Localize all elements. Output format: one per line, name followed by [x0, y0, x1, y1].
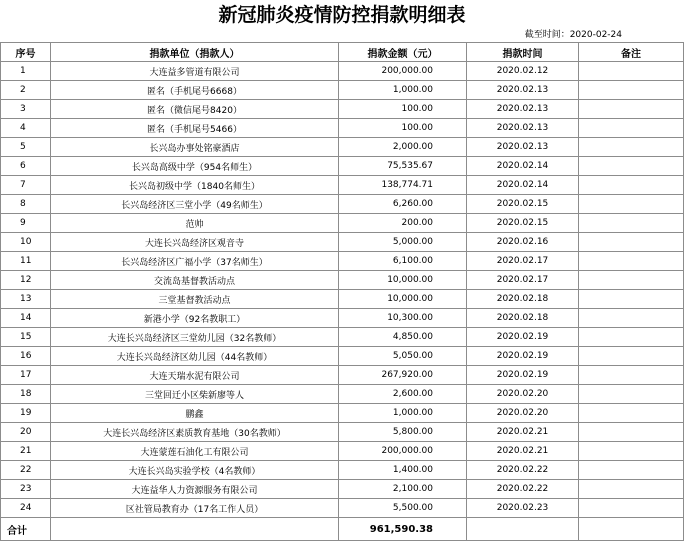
row-unit: 区社管局教育办（17名工作人员） — [51, 499, 339, 518]
row-unit: 匿名（手机尾号5466） — [51, 119, 339, 138]
table-row — [1, 233, 684, 252]
table-row — [1, 119, 684, 138]
row-unit: 交流岛基督教活动点 — [51, 271, 339, 290]
table-row — [1, 423, 684, 442]
row-note — [579, 347, 684, 366]
row-date: 2020.02.18 — [467, 290, 579, 309]
row-unit: 长兴岛初级中学（1840名师生） — [51, 176, 339, 195]
total-row — [1, 518, 684, 541]
header-amount: 捐款金额（元） — [339, 43, 467, 62]
total-label: 合计 — [1, 518, 51, 541]
row-amount: 5,500.00 — [339, 499, 467, 518]
row-date: 2020.02.18 — [467, 309, 579, 328]
row-amount: 10,000.00 — [339, 290, 467, 309]
row-no: 11 — [1, 252, 51, 271]
table-row — [1, 366, 684, 385]
row-amount: 2,000.00 — [339, 138, 467, 157]
row-no: 2 — [1, 81, 51, 100]
row-note — [579, 233, 684, 252]
row-note — [579, 138, 684, 157]
row-no: 9 — [1, 214, 51, 233]
row-note — [579, 442, 684, 461]
row-unit: 新港小学（92名教职工） — [51, 309, 339, 328]
table-row — [1, 157, 684, 176]
row-no: 5 — [1, 138, 51, 157]
total-note-cell — [579, 518, 684, 541]
total-amount: 961,590.38 — [339, 518, 467, 541]
row-unit: 长兴岛经济区三堂小学（49名师生） — [51, 195, 339, 214]
row-amount: 1,000.00 — [339, 81, 467, 100]
row-note — [579, 100, 684, 119]
row-amount: 200,000.00 — [339, 62, 467, 81]
row-amount: 10,300.00 — [339, 309, 467, 328]
table-row — [1, 290, 684, 309]
table-row — [1, 499, 684, 518]
row-date: 2020.02.21 — [467, 442, 579, 461]
row-no: 4 — [1, 119, 51, 138]
row-amount: 75,535.67 — [339, 157, 467, 176]
table-row — [1, 62, 684, 81]
row-date: 2020.02.20 — [467, 404, 579, 423]
row-unit: 大连长兴岛经济区观音寺 — [51, 233, 339, 252]
row-no: 14 — [1, 309, 51, 328]
row-date: 2020.02.22 — [467, 480, 579, 499]
row-no: 10 — [1, 233, 51, 252]
row-amount: 100.00 — [339, 100, 467, 119]
row-date: 2020.02.17 — [467, 271, 579, 290]
row-unit: 匿名（手机尾号6668） — [51, 81, 339, 100]
donation-table — [0, 42, 684, 541]
row-amount: 5,050.00 — [339, 347, 467, 366]
row-note — [579, 214, 684, 233]
row-amount: 5,800.00 — [339, 423, 467, 442]
header-no: 序号 — [1, 43, 51, 62]
row-note — [579, 290, 684, 309]
row-no: 15 — [1, 328, 51, 347]
table-row — [1, 271, 684, 290]
row-amount: 138,774.71 — [339, 176, 467, 195]
row-no: 13 — [1, 290, 51, 309]
row-note — [579, 423, 684, 442]
table-row — [1, 81, 684, 100]
row-note — [579, 480, 684, 499]
row-date: 2020.02.14 — [467, 176, 579, 195]
row-amount: 5,000.00 — [339, 233, 467, 252]
table-header-row — [1, 43, 684, 62]
row-note — [579, 461, 684, 480]
table-row — [1, 442, 684, 461]
row-unit: 范帅 — [51, 214, 339, 233]
row-amount: 1,400.00 — [339, 461, 467, 480]
row-amount: 100.00 — [339, 119, 467, 138]
row-date: 2020.02.13 — [467, 138, 579, 157]
row-date: 2020.02.21 — [467, 423, 579, 442]
row-amount: 10,000.00 — [339, 271, 467, 290]
table-row — [1, 252, 684, 271]
row-amount: 4,850.00 — [339, 328, 467, 347]
row-unit: 长兴岛高级中学（954名师生） — [51, 157, 339, 176]
row-date: 2020.02.19 — [467, 328, 579, 347]
table-body — [1, 62, 684, 518]
row-no: 22 — [1, 461, 51, 480]
row-date: 2020.02.13 — [467, 100, 579, 119]
table-row — [1, 138, 684, 157]
row-amount: 267,920.00 — [339, 366, 467, 385]
row-no: 3 — [1, 100, 51, 119]
row-date: 2020.02.12 — [467, 62, 579, 81]
table-row — [1, 328, 684, 347]
row-no: 23 — [1, 480, 51, 499]
row-note — [579, 62, 684, 81]
table-row — [1, 461, 684, 480]
row-unit: 大连长兴岛经济区三堂幼儿园（32名教师） — [51, 328, 339, 347]
header-date: 捐款时间 — [467, 43, 579, 62]
row-unit: 大连天瑞水泥有限公司 — [51, 366, 339, 385]
row-no: 24 — [1, 499, 51, 518]
row-unit: 三堂基督教活动点 — [51, 290, 339, 309]
row-amount: 1,000.00 — [339, 404, 467, 423]
row-note — [579, 385, 684, 404]
as-of-date: 截至时间：2020-02-24 — [524, 30, 622, 40]
row-unit: 鹏鑫 — [51, 404, 339, 423]
row-no: 20 — [1, 423, 51, 442]
row-date: 2020.02.14 — [467, 157, 579, 176]
row-note — [579, 176, 684, 195]
row-note — [579, 328, 684, 347]
row-note — [579, 81, 684, 100]
row-unit: 大连益多管道有限公司 — [51, 62, 339, 81]
row-date: 2020.02.17 — [467, 252, 579, 271]
row-note — [579, 252, 684, 271]
row-unit: 长兴岛办事处铭豪酒店 — [51, 138, 339, 157]
row-note — [579, 119, 684, 138]
row-unit: 匿名（微信尾号8420） — [51, 100, 339, 119]
row-date: 2020.02.23 — [467, 499, 579, 518]
row-date: 2020.02.13 — [467, 119, 579, 138]
row-unit: 三堂回迁小区柴新廖等人 — [51, 385, 339, 404]
row-note — [579, 366, 684, 385]
row-amount: 6,100.00 — [339, 252, 467, 271]
row-date: 2020.02.16 — [467, 233, 579, 252]
row-note — [579, 271, 684, 290]
page-title: 新冠肺炎疫情防控捐款明细表 — [218, 4, 466, 26]
header-note: 备注 — [579, 43, 684, 62]
table-row — [1, 480, 684, 499]
row-date: 2020.02.15 — [467, 214, 579, 233]
table-row — [1, 100, 684, 119]
row-note — [579, 404, 684, 423]
table-row — [1, 309, 684, 328]
row-date: 2020.02.19 — [467, 347, 579, 366]
row-no: 17 — [1, 366, 51, 385]
table-row — [1, 385, 684, 404]
row-no: 16 — [1, 347, 51, 366]
row-amount: 2,100.00 — [339, 480, 467, 499]
row-note — [579, 499, 684, 518]
row-no: 8 — [1, 195, 51, 214]
table-row — [1, 176, 684, 195]
row-amount: 200,000.00 — [339, 442, 467, 461]
row-no: 1 — [1, 62, 51, 81]
row-amount: 6,260.00 — [339, 195, 467, 214]
row-no: 21 — [1, 442, 51, 461]
row-unit: 大连长兴岛经济区幼儿园（44名教师） — [51, 347, 339, 366]
row-no: 12 — [1, 271, 51, 290]
table-row — [1, 347, 684, 366]
row-unit: 大连益华人力资源服务有限公司 — [51, 480, 339, 499]
table-row — [1, 404, 684, 423]
row-unit: 大连长兴岛实验学校（4名教师） — [51, 461, 339, 480]
row-unit: 大连蒙莲石油化工有限公司 — [51, 442, 339, 461]
total-unit-cell — [51, 518, 339, 541]
table-row — [1, 214, 684, 233]
row-date: 2020.02.15 — [467, 195, 579, 214]
total-date-cell — [467, 518, 579, 541]
row-date: 2020.02.13 — [467, 81, 579, 100]
row-note — [579, 309, 684, 328]
row-no: 7 — [1, 176, 51, 195]
table-row — [1, 195, 684, 214]
row-unit: 长兴岛经济区广福小学（37名师生） — [51, 252, 339, 271]
row-date: 2020.02.20 — [467, 385, 579, 404]
row-date: 2020.02.22 — [467, 461, 579, 480]
row-no: 6 — [1, 157, 51, 176]
row-no: 19 — [1, 404, 51, 423]
date-line — [0, 29, 684, 41]
row-amount: 2,600.00 — [339, 385, 467, 404]
row-note — [579, 157, 684, 176]
row-no: 18 — [1, 385, 51, 404]
row-date: 2020.02.19 — [467, 366, 579, 385]
header-unit: 捐款单位（捐款人） — [51, 43, 339, 62]
row-amount: 200.00 — [339, 214, 467, 233]
row-note — [579, 195, 684, 214]
row-unit: 大连长兴岛经济区素质教育基地（30名教师） — [51, 423, 339, 442]
